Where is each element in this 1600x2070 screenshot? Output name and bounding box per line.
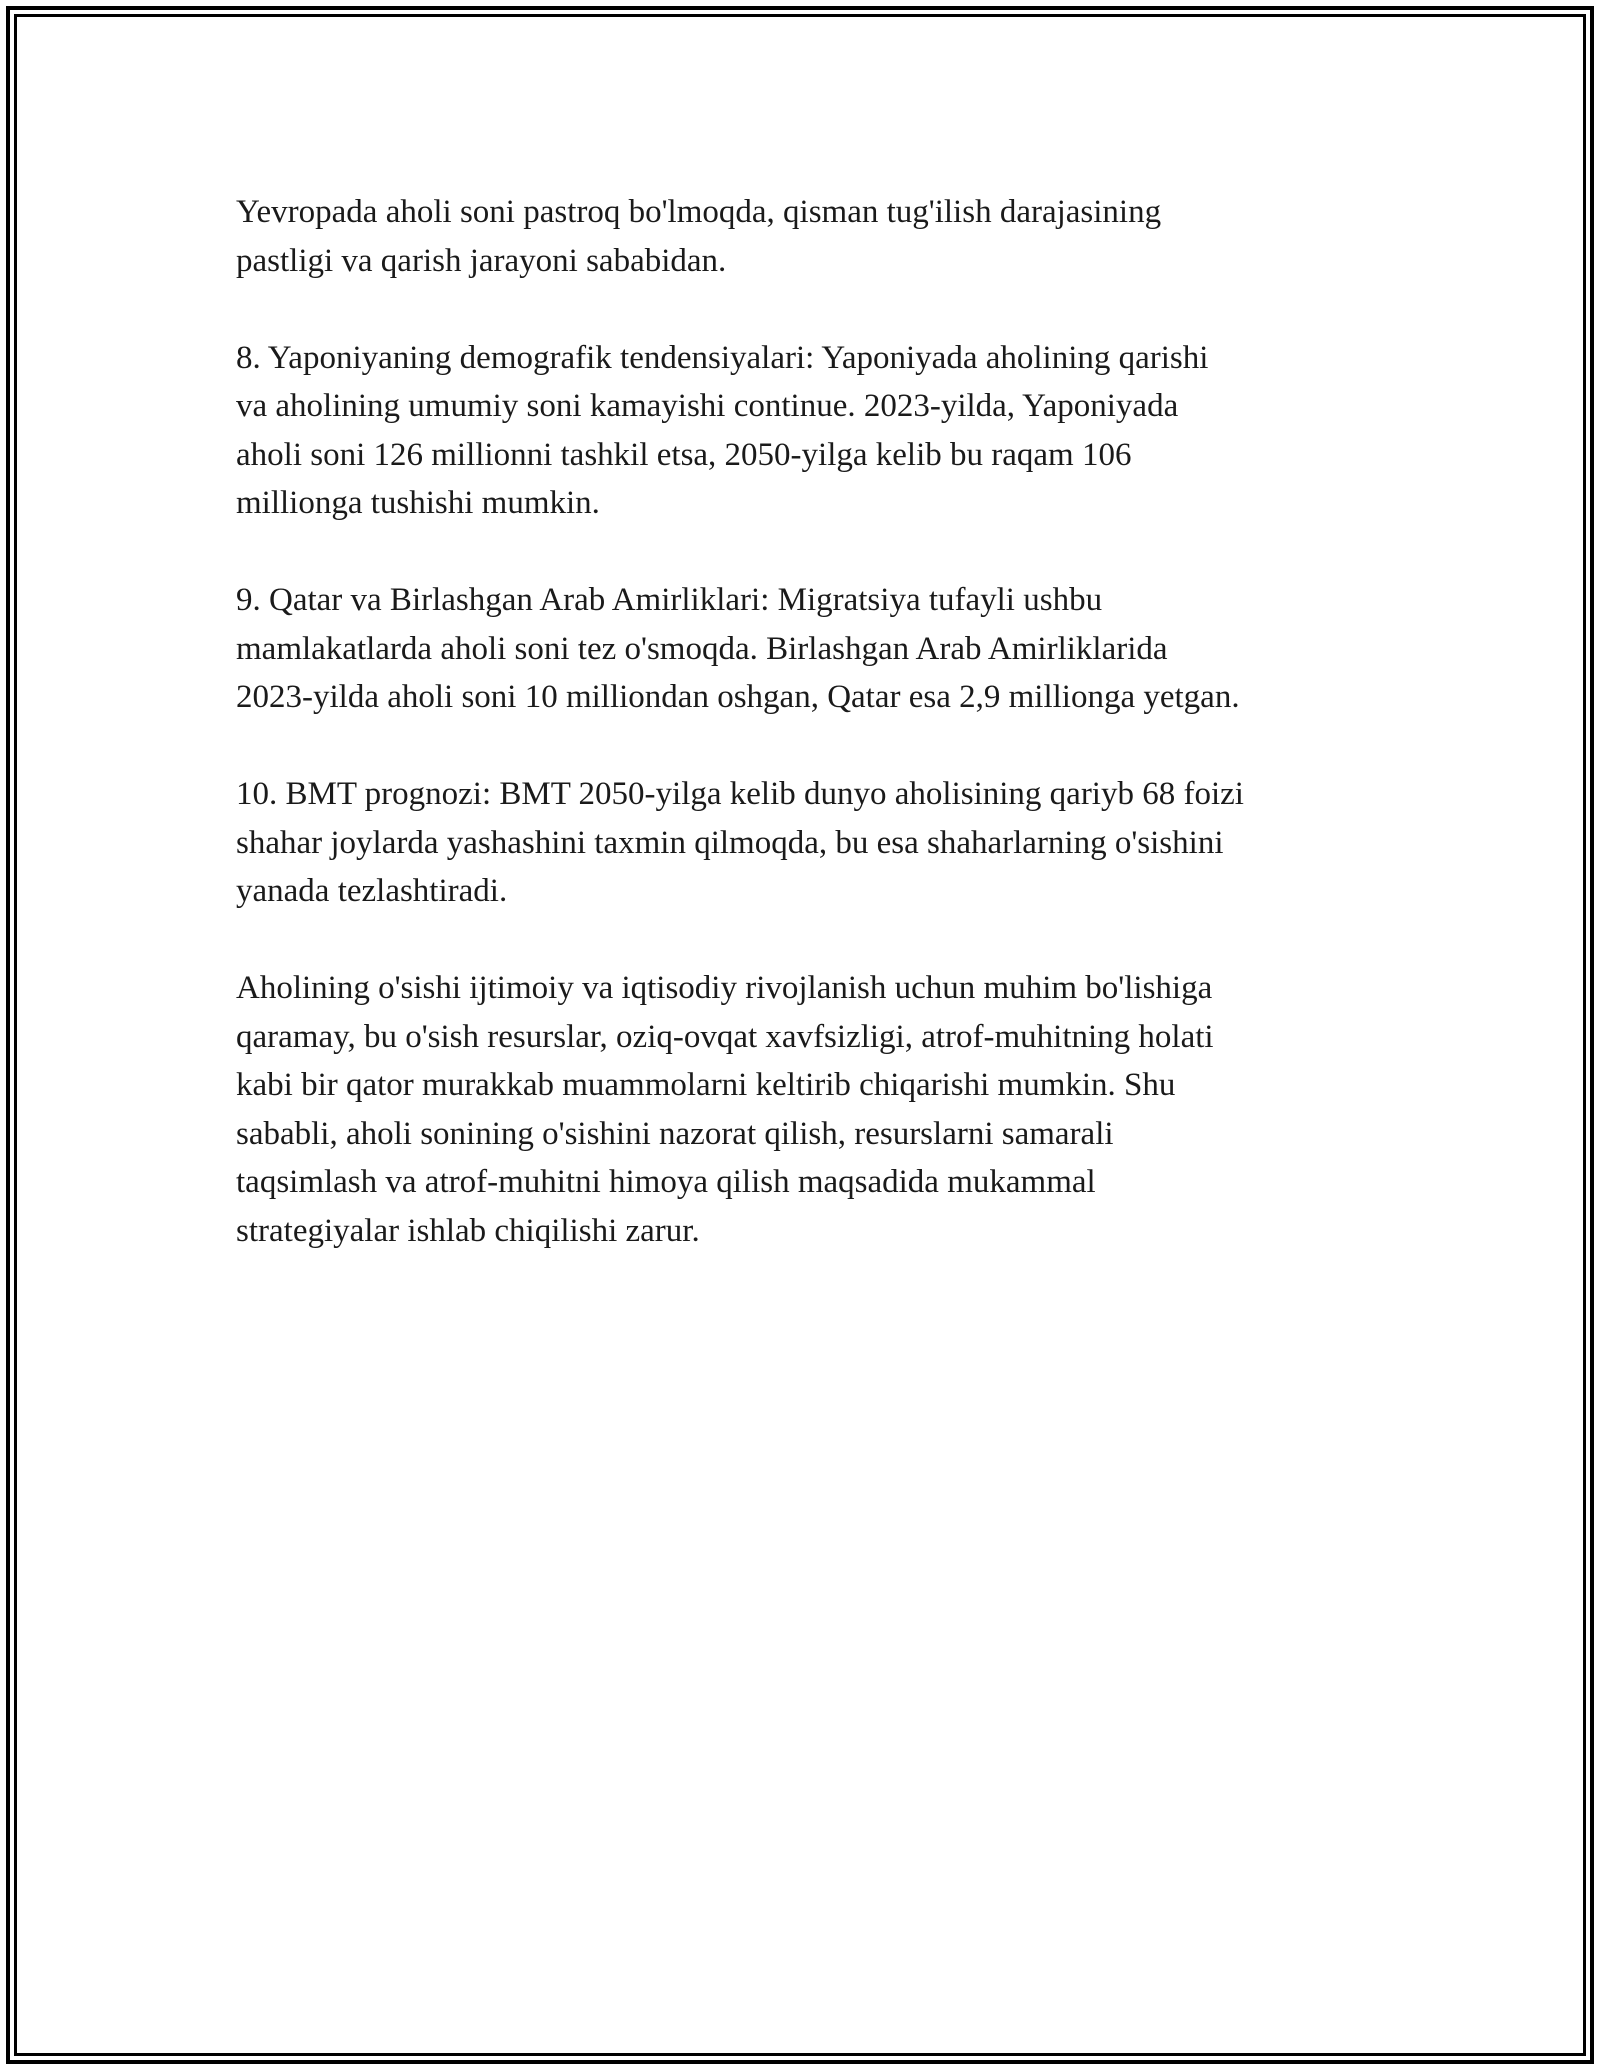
paragraph-europe-population: Yevropada aholi soni pastroq bo'lmoqda, qisman tug'ilish darajasining pastligi va qarish jarayoni sababidan. (236, 194, 1162, 279)
paragraph-conclusion: Aholining o'sishi ijtimoiy va iqtisodiy rivojlanish uchun muhim bo'lishiga qaramay, bu o'sish resurslar, oziq-ovqat xavfsizligi, atrof-muhitning holati kabi bir qator murakkab muammolarni keltirib chiqarishi mumkin. Shu sababli, aholi sonining o'sishini nazorat qilish, resurslarni samarali taqsimlash va atrof-muhitni himoya qilish maqsadida mukammal strategiyalar ishlab chiqilishi zarur. (236, 970, 1214, 1249)
paragraph-qatar-uae: 9. Qatar va Birlashgan Arab Amirliklari: Migratsiya tufayli ushbu mamlakatlarda aholi soni tez o'smoqda. Birlashgan Arab Amirliklarida 2023-yilda aholi soni 10 milliondan oshgan, Qatar esa 2,9 millionga yetgan. (236, 582, 1240, 715)
paragraph-un-forecast: 10. BMT prognozi: BMT 2050-yilga kelib dunyo aholisining qariyb 68 foizi shahar joylarda yashashini taxmin qilmoqda, bu esa shaharlarning o'sishini yanada tezlashtiradi. (236, 776, 1244, 909)
document-body (236, 188, 1376, 1304)
paragraph-japan-demographics: 8. Yaponiyaning demografik tendensiyalari: Yaponiyada aholining qarishi va aholining umumiy soni kamayishi continue. 2023-yilda, Yaponiyada aholi soni 126 millionni tashkil etsa, 2050-yilga kelib bu raqam 106 millionga tushishi mumkin. (236, 339, 1209, 521)
